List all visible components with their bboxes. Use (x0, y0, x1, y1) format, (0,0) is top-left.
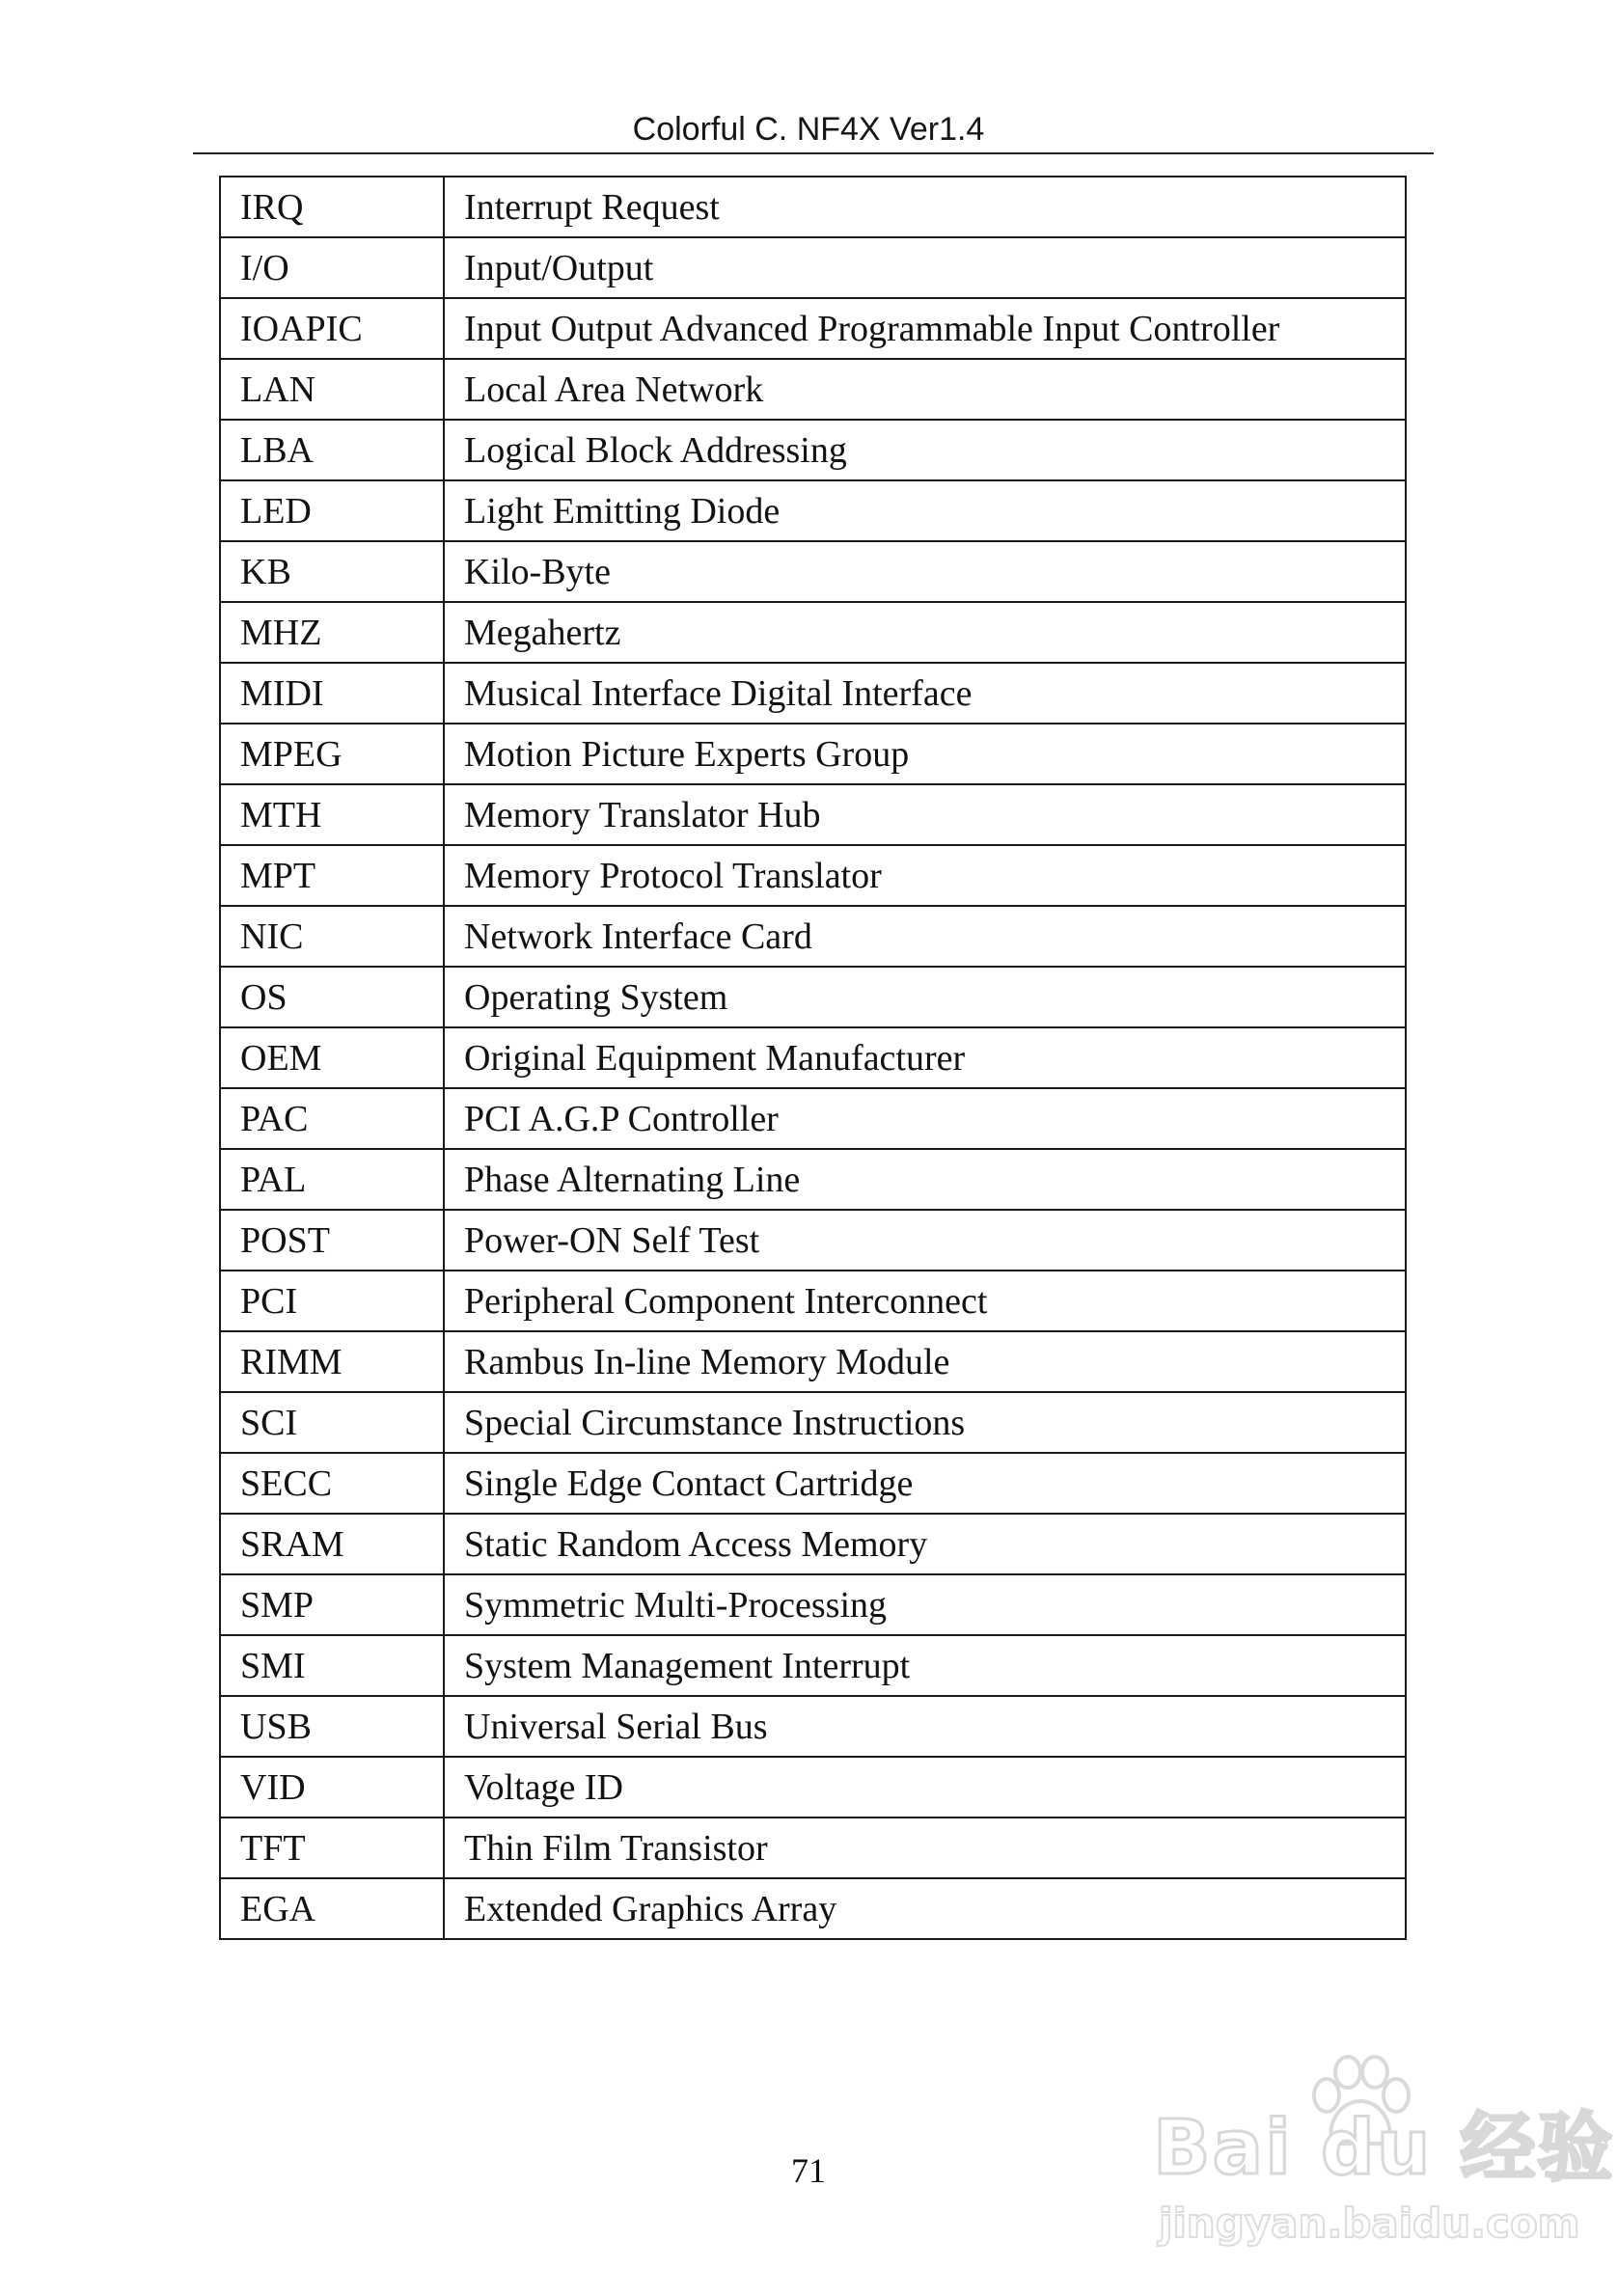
meaning-cell: Thin Film Transistor (444, 1818, 1406, 1878)
meaning-cell: PCI A.G.P Controller (444, 1088, 1406, 1149)
abbreviation-cell: SMP (220, 1574, 444, 1635)
abbreviation-cell: PAL (220, 1149, 444, 1210)
meaning-cell: Single Edge Contact Cartridge (444, 1453, 1406, 1514)
abbreviation-cell: MPT (220, 845, 444, 906)
meaning-cell: Interrupt Request (444, 177, 1406, 237)
table-row (220, 237, 1406, 298)
meaning-cell: System Management Interrupt (444, 1635, 1406, 1696)
abbreviation-cell: MHZ (220, 602, 444, 663)
abbreviation-cell: SMI (220, 1635, 444, 1696)
table-row (220, 1757, 1406, 1818)
abbreviation-cell: IOAPIC (220, 298, 444, 359)
abbreviation-cell: SRAM (220, 1514, 444, 1574)
table-row (220, 541, 1406, 602)
abbreviation-cell: POST (220, 1210, 444, 1271)
table-row (220, 663, 1406, 724)
meaning-cell: Kilo-Byte (444, 541, 1406, 602)
abbreviation-cell: I/O (220, 237, 444, 298)
abbreviation-cell: IRQ (220, 177, 444, 237)
table-row (220, 602, 1406, 663)
table-row (220, 1453, 1406, 1514)
meaning-cell: Power-ON Self Test (444, 1210, 1406, 1271)
table-row (220, 845, 1406, 906)
meaning-cell: Motion Picture Experts Group (444, 724, 1406, 784)
baidu-jingyan-watermark (1153, 2045, 1615, 2257)
table-row (220, 1149, 1406, 1210)
table-row (220, 1818, 1406, 1878)
abbreviation-cell: OS (220, 967, 444, 1027)
meaning-cell: Voltage ID (444, 1757, 1406, 1818)
table-row (220, 480, 1406, 541)
meaning-cell: Symmetric Multi-Processing (444, 1574, 1406, 1635)
table-row (220, 1210, 1406, 1271)
table-row (220, 1574, 1406, 1635)
table-row (220, 784, 1406, 845)
abbreviation-cell: KB (220, 541, 444, 602)
meaning-cell: Local Area Network (444, 359, 1406, 420)
meaning-cell: Peripheral Component Interconnect (444, 1271, 1406, 1331)
table-row (220, 1088, 1406, 1149)
meaning-cell: Special Circumstance Instructions (444, 1392, 1406, 1453)
abbreviation-cell: LED (220, 480, 444, 541)
meaning-cell: Rambus In-line Memory Module (444, 1331, 1406, 1392)
abbreviation-cell: NIC (220, 906, 444, 967)
meaning-cell: Original Equipment Manufacturer (444, 1027, 1406, 1088)
table-row (220, 177, 1406, 237)
abbreviation-cell: MTH (220, 784, 444, 845)
abbreviation-cell: USB (220, 1696, 444, 1757)
meaning-cell: Logical Block Addressing (444, 420, 1406, 480)
table-row (220, 1514, 1406, 1574)
meaning-cell: Light Emitting Diode (444, 480, 1406, 541)
abbreviation-table (219, 176, 1407, 1940)
meaning-cell: Megahertz (444, 602, 1406, 663)
table-row (220, 359, 1406, 420)
table-row (220, 1878, 1406, 1939)
meaning-cell: Operating System (444, 967, 1406, 1027)
abbreviation-cell: SECC (220, 1453, 444, 1514)
header-rule (193, 152, 1434, 154)
table-row (220, 1696, 1406, 1757)
page-number: 71 (791, 2151, 826, 2190)
table-row (220, 420, 1406, 480)
table-row (220, 1635, 1406, 1696)
watermark-logo-text: Bai du 经验 (1153, 2105, 1615, 2192)
table-row (220, 967, 1406, 1027)
abbreviation-cell: TFT (220, 1818, 444, 1878)
meaning-cell: Static Random Access Memory (444, 1514, 1406, 1574)
abbreviation-cell: MIDI (220, 663, 444, 724)
table-row (220, 906, 1406, 967)
abbreviation-cell: PCI (220, 1271, 444, 1331)
table-row (220, 1331, 1406, 1392)
meaning-cell: Universal Serial Bus (444, 1696, 1406, 1757)
meaning-cell: Input/Output (444, 237, 1406, 298)
abbreviation-table-body (220, 177, 1406, 1939)
abbreviation-cell: MPEG (220, 724, 444, 784)
abbreviation-cell: VID (220, 1757, 444, 1818)
table-row (220, 298, 1406, 359)
meaning-cell: Memory Translator Hub (444, 784, 1406, 845)
page-header-title: Colorful C. NF4X Ver1.4 (632, 111, 985, 148)
abbreviation-cell: SCI (220, 1392, 444, 1453)
abbreviation-cell: LBA (220, 420, 444, 480)
meaning-cell: Memory Protocol Translator (444, 845, 1406, 906)
meaning-cell: Musical Interface Digital Interface (444, 663, 1406, 724)
abbreviation-cell: RIMM (220, 1331, 444, 1392)
watermark-url: jingyan.baidu.com (1159, 2200, 1580, 2247)
table-row (220, 724, 1406, 784)
meaning-cell: Phase Alternating Line (444, 1149, 1406, 1210)
abbreviation-cell: OEM (220, 1027, 444, 1088)
meaning-cell: Network Interface Card (444, 906, 1406, 967)
abbreviation-cell: PAC (220, 1088, 444, 1149)
abbreviation-cell: EGA (220, 1878, 444, 1939)
meaning-cell: Input Output Advanced Programmable Input Controller (444, 298, 1406, 359)
table-row (220, 1271, 1406, 1331)
abbreviation-cell: LAN (220, 359, 444, 420)
table-row (220, 1392, 1406, 1453)
table-row (220, 1027, 1406, 1088)
meaning-cell: Extended Graphics Array (444, 1878, 1406, 1939)
